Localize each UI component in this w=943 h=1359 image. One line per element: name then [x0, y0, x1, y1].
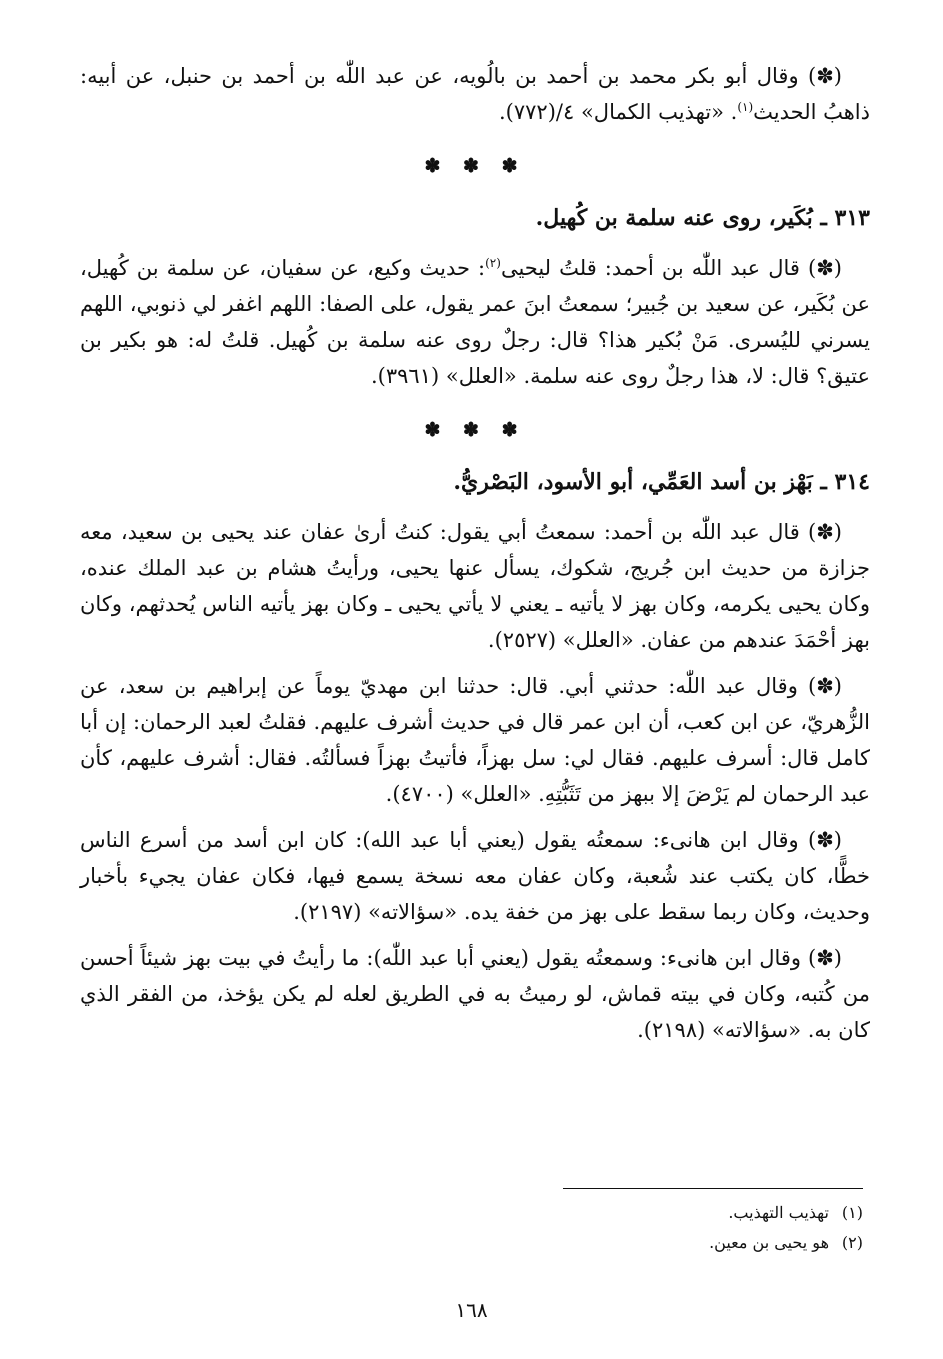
paragraph-text: (✽) وقال أبو بكر محمد بن أحمد بن بالُويه، عن عبد اللّٰه بن أحمد بن حنبل، عن أبيه: ذاهبُ الحديث: [80, 64, 870, 124]
paragraph-6: (✽) وقال ابن هانىء: وسمعتُه يقول (يعني أبا عبد اللّٰه): ما رأيتُ في بيت بهز شيئاً أحسن من كُتبه، وكان في بيته قماش، لو رميتُ به في الطريق لعله لم يكن يؤخذ، من الفقر الذي كان به. «سؤالاته» (٢١٩٨).: [80, 946, 870, 1042]
paragraph-4: (✽) وقال عبد اللّٰه: حدثني أبي. قال: حدثنا ابن مهديّ يوماً عن إبراهيم بن سعد، عن الزُّهريّ، عن ابن كعب، أن ابن عمر قال في حديث أشرف عليهم. فقلتُ لعبد الرحمان: إن أبا كامل قال: أسرف عليهم. فقال لي: سل بهزاً، فأتيتُ بهزاً فسألتُه. فقال: أشرف عليهم، كأن عبد الرحمان لم يَرْضَ إلا ببهز من تَثَبُّتِهِ. «العلل» (٤٧٠٠).: [80, 674, 870, 806]
page-number: ١٦٨: [455, 1298, 488, 1322]
paragraph-text: (✽) قال عبد اللّٰه بن أحمد: قلتُ ليحيى: [500, 256, 842, 280]
footnote-item: [73, 1198, 863, 1228]
paragraph-2: [80, 250, 870, 394]
entry-heading-313: ٣١٣ ـ بُكَير، روى عنه سلمة بن كُهيل.: [535, 205, 870, 231]
footnote-divider: [563, 1188, 863, 1189]
footnotes: [73, 1198, 863, 1258]
footnote-ref: (١): [737, 100, 754, 114]
paragraph-5: (✽) وقال ابن هانىء: سمعتُه يقول (يعني أبا عبد الله): كان ابن أسد من أسرع الناس خطًّا، كان يكتب عند شُعبة، وكان عفان معه نسخة يسمع فيها، فكان عفان يجيء بأخبار وحديث، وكان ربما سقط على بهز من خفة يده. «سؤالاته» (٢١٩٧).: [80, 828, 870, 924]
paragraph-text: . «تهذيب الكمال» ٤/(٧٧٢).: [499, 100, 738, 124]
entry-heading-314: ٣١٤ ـ بَهْز بن أسد العَمِّي، أبو الأسود، البَصْريُّ.: [453, 469, 870, 495]
footnote-number: (١): [841, 1203, 863, 1222]
footnote-ref: (٢): [485, 256, 501, 270]
footnote-text: تهذيب التهذيب.: [728, 1203, 829, 1222]
footnote-item: [73, 1228, 863, 1258]
paragraph-3: (✽) قال عبد اللّٰه بن أحمد: سمعتُ أبي يقول: كنتُ أرىٰ عفان عند يحيى بن سعيد، معه جزازة من حديث ابن جُريج، شكوك، يسأل عنها يحيى، ورأيتُ هشام بن عبد الملك عنده، وكان يحيى يكرمه، وكان بهز لا يأتيه ـ يعني لا يأتي يحيى ـ وكان بهز يأتيه الناس يُحدثهم، وكان بهز أحْمَدَ عندهم من عفان. «العلل» (٢٥٢٧).: [80, 520, 870, 652]
footnote-number: (٢): [841, 1233, 863, 1252]
section-separator: ✽ ✽ ✽: [424, 155, 526, 177]
paragraph-1: [80, 58, 870, 130]
section-separator: ✽ ✽ ✽: [424, 419, 526, 441]
page-body: [80, 58, 870, 1058]
paragraph-text: : حديث وكيع، عن سفيان، عن سلمة بن كُهيل، عن بُكَير، عن سعيد بن جُبير؛ سمعتُ ابنَ عمر يقول، على الصفا: اللهم اغفر لي ذنوبي، اللهم يسرني لليُسرى. مَنْ بُكير هذا؟ قال: رجلٌ روى عنه سلمة بن كُهيل. قلتُ له: هو بكير بن عتيق؟ قال: لا، هذا رجلٌ روى عنه سلمة. «العلل» (٣٩٦١).: [80, 256, 870, 388]
footnote-text: هو يحيى بن معين.: [709, 1233, 829, 1252]
